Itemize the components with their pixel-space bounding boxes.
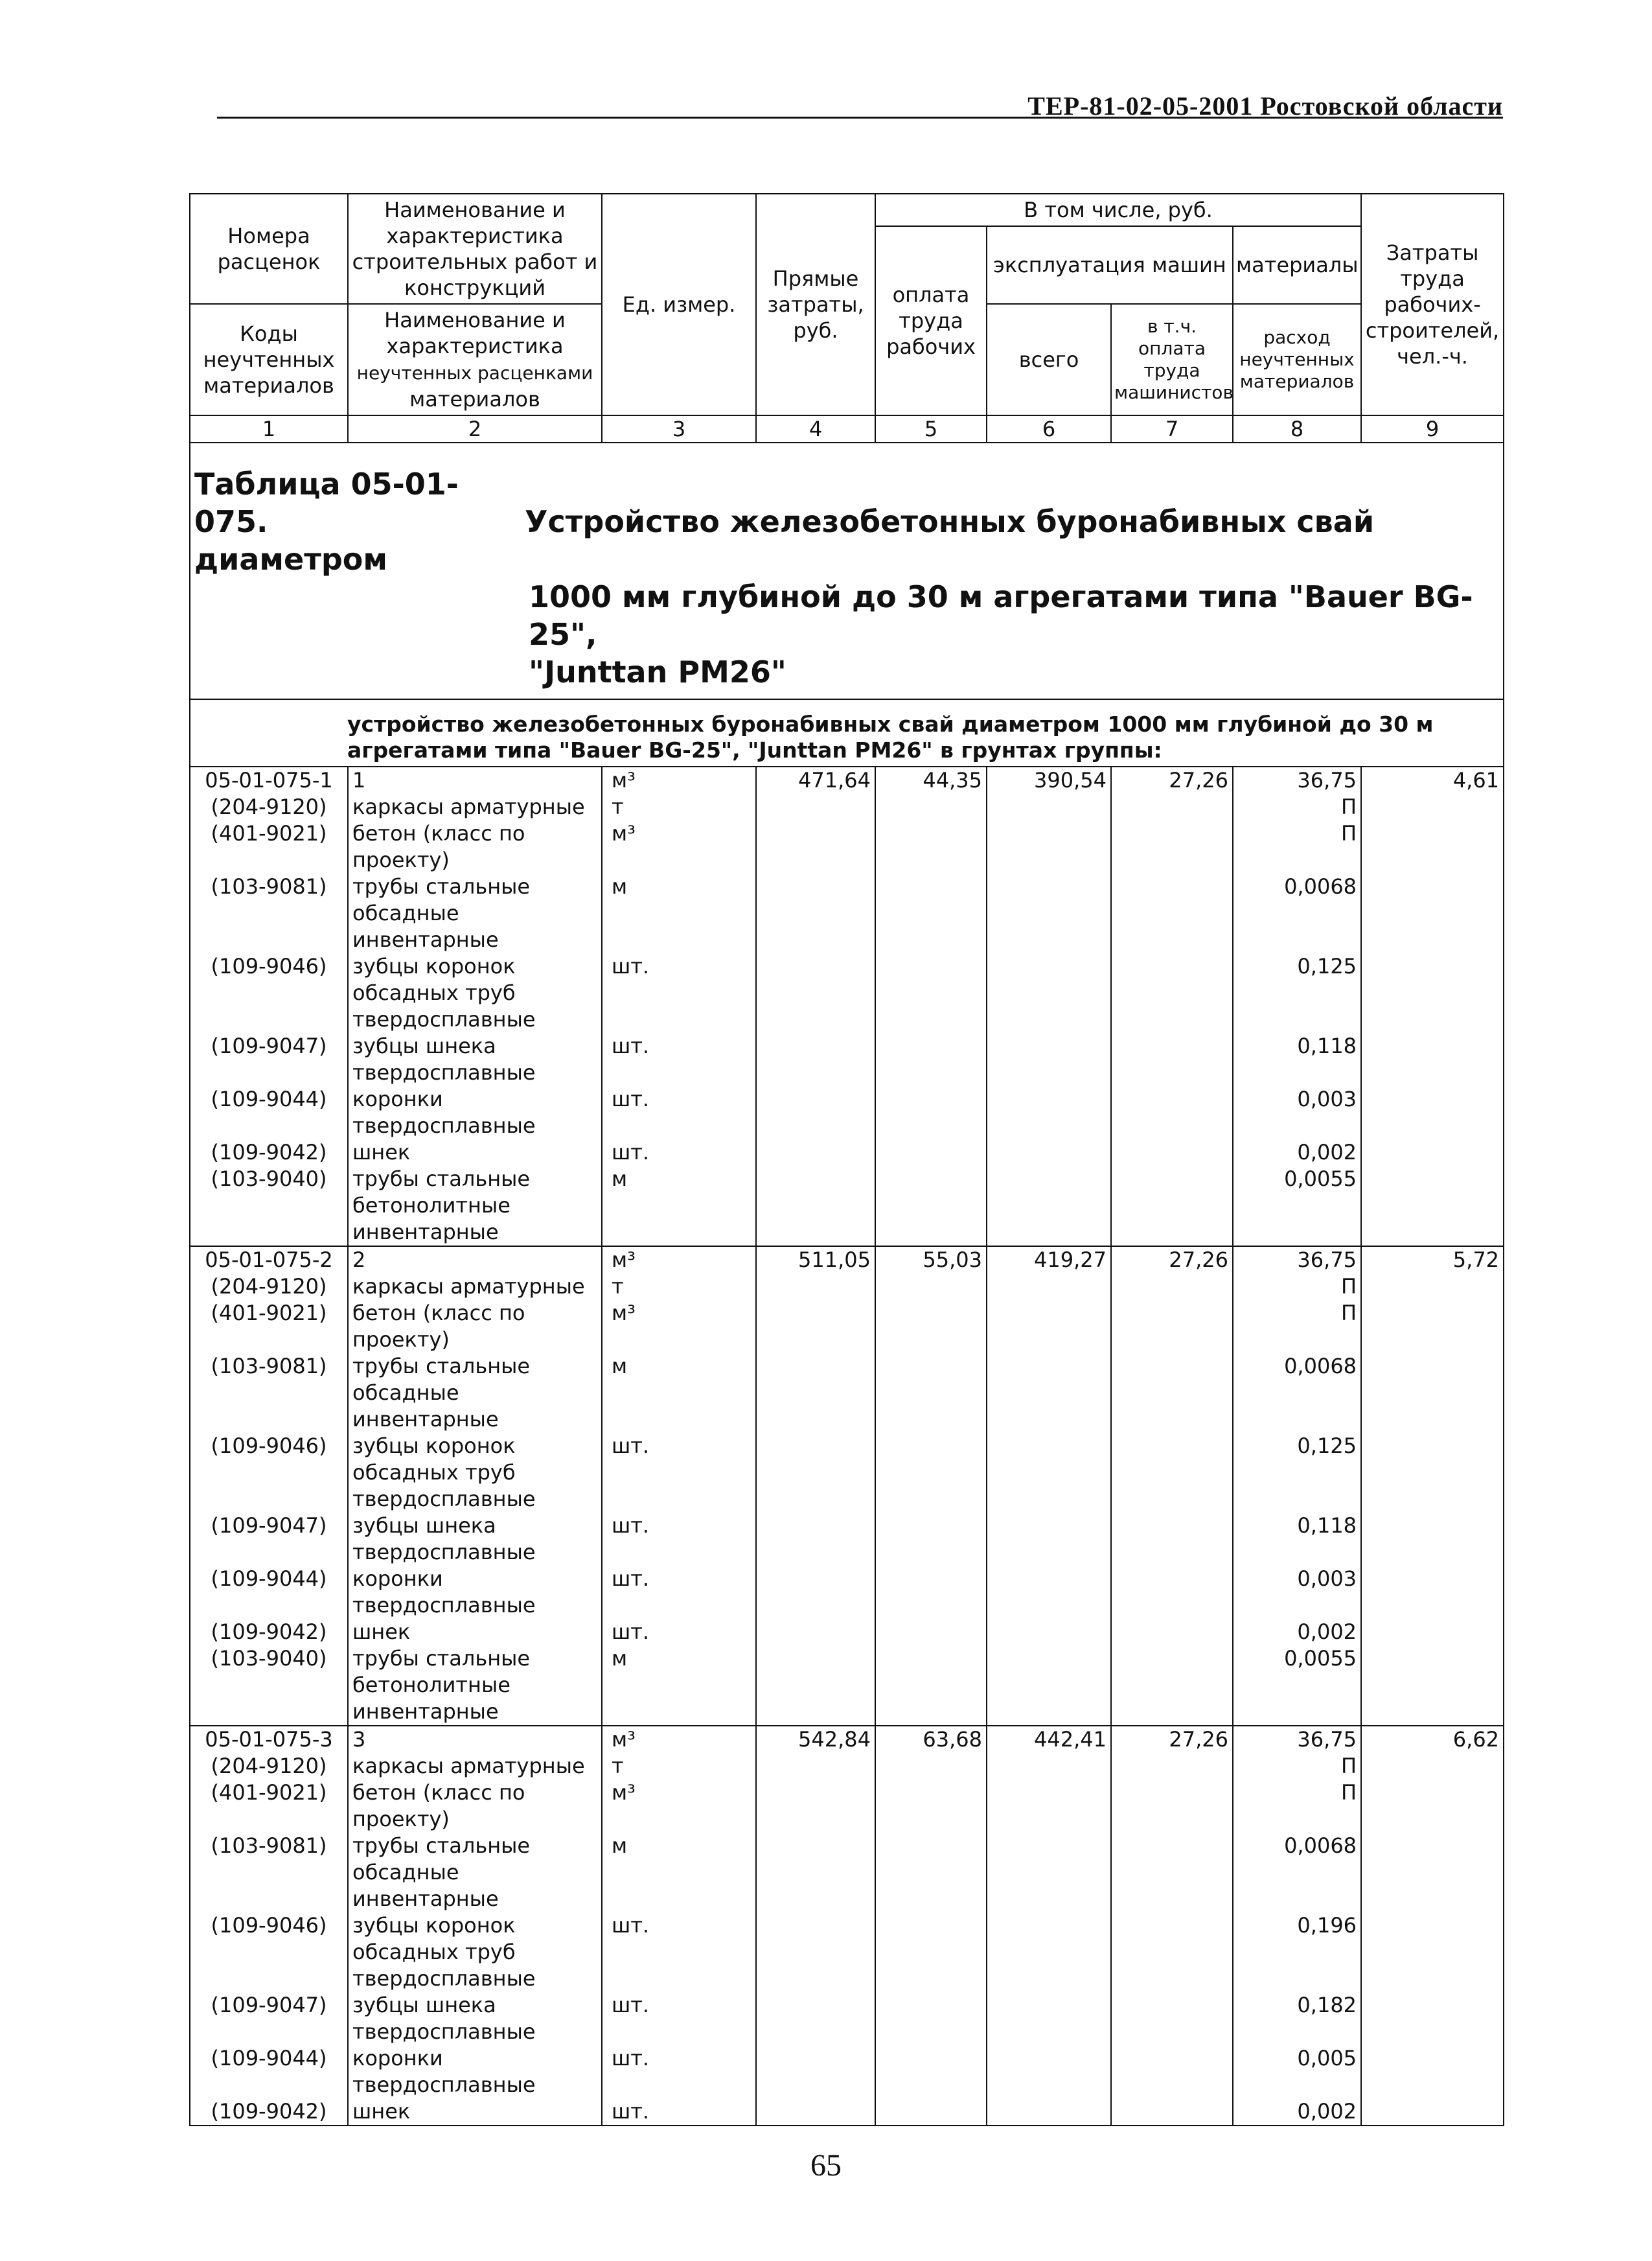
col-number-4: 4 (756, 415, 875, 443)
material-name: трубы стальные бетонолитные инвентарные (348, 1166, 602, 1246)
material-row (190, 1353, 1504, 1433)
material-unit: шт. (602, 1033, 756, 1086)
rate-labor-hours: 4,61 (1361, 767, 1504, 794)
material-row (190, 1273, 1504, 1300)
material-unit: м (602, 874, 756, 953)
material-empty-col-6 (987, 1645, 1111, 1726)
rate-machines-total: 419,27 (987, 1246, 1111, 1273)
material-empty-col-5 (875, 1912, 987, 1992)
material-empty-col-6 (987, 1166, 1111, 1246)
material-empty-col-9 (1361, 1139, 1504, 1166)
material-name: зубцы коронок обсадных труб твердосплавные (348, 953, 602, 1033)
material-empty-col-6 (987, 794, 1111, 820)
material-empty-col-7 (1111, 2045, 1233, 2098)
rate-direct-costs: 511,05 (756, 1246, 875, 1273)
material-empty-col-6 (987, 2045, 1111, 2098)
table-subtitle (190, 699, 1504, 767)
material-empty-col-6 (987, 1619, 1111, 1645)
material-empty-col-4 (756, 2045, 875, 2098)
material-empty-col-9 (1361, 1566, 1504, 1619)
material-unit: шт. (602, 1433, 756, 1513)
material-quantity: 0,118 (1233, 1033, 1361, 1086)
material-code: (401-9021) (190, 1780, 348, 1833)
material-empty-col-9 (1361, 1619, 1504, 1645)
material-row (190, 1566, 1504, 1619)
material-empty-col-5 (875, 1992, 987, 2045)
material-empty-col-6 (987, 1353, 1111, 1433)
material-unit: т (602, 794, 756, 820)
material-code: (401-9021) (190, 820, 348, 874)
header-materials: материалы (1233, 226, 1361, 304)
material-empty-col-6 (987, 1753, 1111, 1780)
col-number-2: 2 (348, 415, 602, 443)
material-empty-col-4 (756, 820, 875, 874)
rate-worker-pay: 63,68 (875, 1726, 987, 1753)
material-unit: шт. (602, 1619, 756, 1645)
header-work-name: Наименование и характеристика строительных работ и конструкций (348, 194, 602, 304)
material-quantity: П (1233, 1780, 1361, 1833)
material-empty-col-6 (987, 953, 1111, 1033)
material-row (190, 1992, 1504, 2045)
material-row (190, 1300, 1504, 1353)
material-row (190, 874, 1504, 953)
table-title-line1: Устройство железобетонных буронабивных свай диаметром (194, 504, 1375, 577)
material-quantity: 0,118 (1233, 1513, 1361, 1566)
material-quantity: П (1233, 820, 1361, 874)
material-code: (103-9040) (190, 1166, 348, 1246)
material-empty-col-4 (756, 1166, 875, 1246)
material-name: зубцы коронок обсадных труб твердосплавные (348, 1433, 602, 1513)
material-empty-col-4 (756, 1273, 875, 1300)
material-empty-col-7 (1111, 1033, 1233, 1086)
material-empty-col-4 (756, 1566, 875, 1619)
material-name: коронки твердосплавные (348, 1086, 602, 1139)
material-empty-col-7 (1111, 1753, 1233, 1780)
material-unit: м³ (602, 1780, 756, 1833)
material-unit: м (602, 1833, 756, 1912)
material-empty-col-9 (1361, 874, 1504, 953)
header-material-names-small: неучтенных расценками (356, 362, 593, 384)
table-title-line2: 1000 мм глубиной до 30 м агрегатами типа "Bauer BG-25", (529, 579, 1473, 652)
header-worker-pay: оплата труда рабочих (875, 226, 987, 415)
material-empty-col-5 (875, 1513, 987, 1566)
material-quantity: 0,002 (1233, 1619, 1361, 1645)
material-code: (204-9120) (190, 1273, 348, 1300)
material-empty-col-4 (756, 1833, 875, 1912)
material-empty-col-5 (875, 1273, 987, 1300)
rate-row (190, 1726, 1504, 1753)
material-empty-col-5 (875, 2045, 987, 2098)
rate-name: 1 (348, 767, 602, 794)
material-empty-col-6 (987, 1300, 1111, 1353)
material-empty-col-6 (987, 1912, 1111, 1992)
material-empty-col-7 (1111, 1619, 1233, 1645)
material-quantity: 0,002 (1233, 2098, 1361, 2126)
rate-direct-costs: 542,84 (756, 1726, 875, 1753)
material-empty-col-9 (1361, 1513, 1504, 1566)
rates-sheet (189, 193, 1503, 2126)
material-code: (109-9047) (190, 1513, 348, 1566)
col-number-8: 8 (1233, 415, 1361, 443)
rate-materials: 36,75 (1233, 1246, 1361, 1273)
material-empty-col-6 (987, 1513, 1111, 1566)
material-empty-col-5 (875, 1353, 987, 1433)
material-empty-col-9 (1361, 1992, 1504, 2045)
rate-worker-pay: 44,35 (875, 767, 987, 794)
material-name: трубы стальные бетонолитные инвентарные (348, 1645, 602, 1726)
page-number: 65 (810, 2148, 842, 2183)
material-code: (103-9040) (190, 1645, 348, 1726)
material-name: зубцы шнека твердосплавные (348, 1033, 602, 1086)
material-name: каркасы арматурные (348, 794, 602, 820)
material-empty-col-4 (756, 1353, 875, 1433)
rate-code: 05-01-075-3 (190, 1726, 348, 1753)
header-material-names-end: материалов (409, 387, 540, 412)
rate-unit: м³ (602, 1246, 756, 1273)
material-unit: м³ (602, 1300, 756, 1353)
material-quantity: 0,005 (1233, 2045, 1361, 2098)
material-quantity: 0,125 (1233, 1433, 1361, 1513)
table-title-label: Таблица 05-01-075. (194, 467, 459, 539)
material-empty-col-5 (875, 953, 987, 1033)
material-empty-col-9 (1361, 1645, 1504, 1726)
rate-machines-total: 390,54 (987, 767, 1111, 794)
material-quantity: 0,196 (1233, 1912, 1361, 1992)
material-row (190, 1086, 1504, 1139)
material-empty-col-7 (1111, 1912, 1233, 1992)
material-code: (204-9120) (190, 1753, 348, 1780)
material-empty-col-7 (1111, 874, 1233, 953)
material-row (190, 794, 1504, 820)
material-quantity: 0,0068 (1233, 1353, 1361, 1433)
material-empty-col-4 (756, 1912, 875, 1992)
rate-unit: м³ (602, 767, 756, 794)
header-machinist-pay: в т.ч. оплата труда машинистов (1111, 304, 1233, 415)
material-empty-col-7 (1111, 1086, 1233, 1139)
material-empty-col-4 (756, 1433, 875, 1513)
material-empty-col-4 (756, 1086, 875, 1139)
header-machines-total: всего (987, 304, 1111, 415)
header-rate-numbers: Номера расценок (190, 194, 348, 304)
rate-machinist-pay: 27,26 (1111, 1726, 1233, 1753)
col-number-3: 3 (602, 415, 756, 443)
material-code: (109-9044) (190, 2045, 348, 2098)
material-empty-col-5 (875, 1645, 987, 1726)
header-material-names-text: Наименование и характеристика (384, 308, 566, 358)
material-name: трубы стальные обсадные инвентарные (348, 874, 602, 953)
material-empty-col-9 (1361, 794, 1504, 820)
material-name: каркасы арматурные (348, 1273, 602, 1300)
rate-machines-total: 442,41 (987, 1726, 1111, 1753)
material-empty-col-6 (987, 1992, 1111, 2045)
material-empty-col-9 (1361, 1033, 1504, 1086)
material-empty-col-6 (987, 1833, 1111, 1912)
material-name: шнек (348, 1139, 602, 1166)
rate-code: 05-01-075-1 (190, 767, 348, 794)
material-unit: шт. (602, 1086, 756, 1139)
material-name: шнек (348, 1619, 602, 1645)
material-empty-col-9 (1361, 1833, 1504, 1912)
material-row (190, 1833, 1504, 1912)
material-empty-col-4 (756, 1139, 875, 1166)
rates-table (189, 193, 1504, 2126)
material-quantity: П (1233, 794, 1361, 820)
rate-labor-hours: 6,62 (1361, 1726, 1504, 1753)
material-empty-col-9 (1361, 1353, 1504, 1433)
material-unit: шт. (602, 1566, 756, 1619)
material-empty-col-5 (875, 1433, 987, 1513)
material-unit: шт. (602, 1513, 756, 1566)
material-empty-col-4 (756, 1513, 875, 1566)
material-empty-col-7 (1111, 1645, 1233, 1726)
material-unit: шт. (602, 2045, 756, 2098)
material-row (190, 1645, 1504, 1726)
material-empty-col-6 (987, 1086, 1111, 1139)
material-empty-col-5 (875, 1166, 987, 1246)
material-code: (109-9046) (190, 1912, 348, 1992)
material-empty-col-7 (1111, 2098, 1233, 2126)
material-name: коронки твердосплавные (348, 1566, 602, 1619)
material-quantity: П (1233, 1300, 1361, 1353)
material-empty-col-9 (1361, 1300, 1504, 1353)
material-quantity: 0,0055 (1233, 1166, 1361, 1246)
material-empty-col-9 (1361, 2045, 1504, 2098)
material-unit: шт. (602, 953, 756, 1033)
material-empty-col-7 (1111, 1780, 1233, 1833)
rate-labor-hours: 5,72 (1361, 1246, 1504, 1273)
material-code: (109-9042) (190, 1619, 348, 1645)
material-code: (109-9046) (190, 953, 348, 1033)
material-empty-col-4 (756, 874, 875, 953)
material-quantity: 0,0068 (1233, 1833, 1361, 1912)
material-name: трубы стальные обсадные инвентарные (348, 1833, 602, 1912)
material-quantity: 0,0055 (1233, 1645, 1361, 1726)
material-empty-col-5 (875, 1566, 987, 1619)
material-quantity: 0,003 (1233, 1566, 1361, 1619)
material-empty-col-6 (987, 1273, 1111, 1300)
material-name: бетон (класс по проекту) (348, 820, 602, 874)
rate-name: 3 (348, 1726, 602, 1753)
material-empty-col-4 (756, 1992, 875, 2045)
material-code: (103-9081) (190, 1833, 348, 1912)
material-empty-col-5 (875, 1753, 987, 1780)
material-empty-col-7 (1111, 1353, 1233, 1433)
material-name: зубцы шнека твердосплавные (348, 1513, 602, 1566)
material-name: шнек (348, 2098, 602, 2126)
table-title-line3: "Junttan PM26" (529, 655, 786, 690)
header-unit: Ед. измер. (602, 194, 756, 415)
material-row (190, 2045, 1504, 2098)
material-quantity: 0,003 (1233, 1086, 1361, 1139)
material-empty-col-4 (756, 1780, 875, 1833)
material-name: зубцы коронок обсадных труб твердосплавные (348, 1912, 602, 1992)
material-empty-col-5 (875, 1086, 987, 1139)
table-title (190, 443, 1504, 699)
material-empty-col-9 (1361, 2098, 1504, 2126)
material-unit: м (602, 1166, 756, 1246)
rate-materials: 36,75 (1233, 767, 1361, 794)
material-code: (109-9042) (190, 2098, 348, 2126)
material-code: (204-9120) (190, 794, 348, 820)
material-unit: шт. (602, 1992, 756, 2045)
material-row (190, 1513, 1504, 1566)
material-empty-col-7 (1111, 1833, 1233, 1912)
material-empty-col-7 (1111, 794, 1233, 820)
material-unit: м (602, 1353, 756, 1433)
material-row (190, 1619, 1504, 1645)
material-empty-col-9 (1361, 1273, 1504, 1300)
material-empty-col-5 (875, 1833, 987, 1912)
material-empty-col-5 (875, 1033, 987, 1086)
material-row (190, 1780, 1504, 1833)
material-unit: шт. (602, 1912, 756, 1992)
material-row (190, 953, 1504, 1033)
rate-worker-pay: 55,03 (875, 1246, 987, 1273)
material-name: зубцы шнека твердосплавные (348, 1992, 602, 2045)
material-empty-col-4 (756, 1645, 875, 1726)
material-unit: м³ (602, 820, 756, 874)
rate-materials: 36,75 (1233, 1726, 1361, 1753)
material-unit: шт. (602, 2098, 756, 2126)
col-number-5: 5 (875, 415, 987, 443)
material-name: трубы стальные обсадные инвентарные (348, 1353, 602, 1433)
material-unit: т (602, 1753, 756, 1780)
material-empty-col-9 (1361, 1086, 1504, 1139)
rate-unit: м³ (602, 1726, 756, 1753)
material-empty-col-6 (987, 2098, 1111, 2126)
material-empty-col-5 (875, 1619, 987, 1645)
material-empty-col-9 (1361, 1433, 1504, 1513)
material-empty-col-9 (1361, 953, 1504, 1033)
material-empty-col-9 (1361, 1912, 1504, 1992)
header-rule (217, 117, 1503, 119)
material-name: бетон (класс по проекту) (348, 1780, 602, 1833)
material-empty-col-7 (1111, 1139, 1233, 1166)
material-row (190, 1433, 1504, 1513)
material-row (190, 1912, 1504, 1992)
material-empty-col-5 (875, 874, 987, 953)
material-unit: шт. (602, 1139, 756, 1166)
material-code: (103-9081) (190, 874, 348, 953)
material-row (190, 820, 1504, 874)
header-unaccounted-materials: расход неучтенных материалов (1233, 304, 1361, 415)
material-name: коронки твердосплавные (348, 2045, 602, 2098)
rate-direct-costs: 471,64 (756, 767, 875, 794)
material-empty-col-5 (875, 1780, 987, 1833)
material-empty-col-7 (1111, 1992, 1233, 2045)
material-code: (109-9044) (190, 1086, 348, 1139)
rate-code: 05-01-075-2 (190, 1246, 348, 1273)
material-empty-col-5 (875, 2098, 987, 2126)
material-row (190, 2098, 1504, 2126)
table-subtitle-text: устройство железобетонных буронабивных свай диаметром 1000 мм глубиной до 30 м агрегатами типа "Bauer BG-25", "Junttan PM26" в грунтах группы: (347, 712, 1434, 763)
col-number-9: 9 (1361, 415, 1504, 443)
material-name: каркасы арматурные (348, 1753, 602, 1780)
material-quantity: П (1233, 1273, 1361, 1300)
header-material-names (348, 304, 602, 415)
material-empty-col-5 (875, 1139, 987, 1166)
material-code: (109-9047) (190, 1033, 348, 1086)
material-empty-col-7 (1111, 1513, 1233, 1566)
rate-row (190, 1246, 1504, 1273)
material-empty-col-7 (1111, 820, 1233, 874)
material-empty-col-4 (756, 1300, 875, 1353)
material-empty-col-9 (1361, 820, 1504, 874)
header-labor-hours: Затраты труда рабочих-строителей, чел.-ч. (1361, 194, 1504, 415)
header-material-codes: Коды неучтенных материалов (190, 304, 348, 415)
header-machines: эксплуатация машин (987, 226, 1233, 304)
material-empty-col-6 (987, 1139, 1111, 1166)
material-empty-col-4 (756, 2098, 875, 2126)
material-empty-col-7 (1111, 953, 1233, 1033)
material-empty-col-7 (1111, 1300, 1233, 1353)
material-quantity: 0,0068 (1233, 874, 1361, 953)
material-empty-col-4 (756, 794, 875, 820)
col-number-6: 6 (987, 415, 1111, 443)
material-code: (103-9081) (190, 1353, 348, 1433)
rate-machinist-pay: 27,26 (1111, 767, 1233, 794)
material-empty-col-4 (756, 1619, 875, 1645)
rate-name: 2 (348, 1246, 602, 1273)
material-row (190, 1166, 1504, 1246)
material-empty-col-4 (756, 1033, 875, 1086)
rate-machinist-pay: 27,26 (1111, 1246, 1233, 1273)
material-empty-col-9 (1361, 1166, 1504, 1246)
material-unit: т (602, 1273, 756, 1300)
material-empty-col-9 (1361, 1780, 1504, 1833)
rate-row (190, 767, 1504, 794)
header-direct-costs: Прямые затраты, руб. (756, 194, 875, 415)
material-empty-col-4 (756, 1753, 875, 1780)
material-empty-col-7 (1111, 1433, 1233, 1513)
material-empty-col-6 (987, 1566, 1111, 1619)
material-row (190, 1033, 1504, 1086)
material-code: (109-9044) (190, 1566, 348, 1619)
material-code: (109-9047) (190, 1992, 348, 2045)
material-row (190, 1753, 1504, 1780)
material-empty-col-7 (1111, 1273, 1233, 1300)
material-code: (109-9042) (190, 1139, 348, 1166)
material-empty-col-7 (1111, 1566, 1233, 1619)
material-code: (401-9021) (190, 1300, 348, 1353)
material-empty-col-7 (1111, 1166, 1233, 1246)
material-empty-col-6 (987, 1033, 1111, 1086)
material-empty-col-6 (987, 1780, 1111, 1833)
material-empty-col-6 (987, 874, 1111, 953)
material-unit: м (602, 1645, 756, 1726)
material-empty-col-9 (1361, 1753, 1504, 1780)
material-name: бетон (класс по проекту) (348, 1300, 602, 1353)
col-number-1: 1 (190, 415, 348, 443)
material-quantity: 0,125 (1233, 953, 1361, 1033)
col-number-7: 7 (1111, 415, 1233, 443)
material-empty-col-6 (987, 820, 1111, 874)
material-quantity: 0,002 (1233, 1139, 1361, 1166)
document-header-title: ТЕР-81-02-05-2001 Ростовской области (1027, 91, 1503, 121)
material-empty-col-4 (756, 953, 875, 1033)
material-empty-col-5 (875, 794, 987, 820)
material-empty-col-5 (875, 820, 987, 874)
material-quantity: 0,182 (1233, 1992, 1361, 2045)
material-empty-col-6 (987, 1433, 1111, 1513)
material-empty-col-5 (875, 1300, 987, 1353)
header-including-group: В том числе, руб. (875, 194, 1361, 226)
material-code: (109-9046) (190, 1433, 348, 1513)
material-row (190, 1139, 1504, 1166)
material-quantity: П (1233, 1753, 1361, 1780)
